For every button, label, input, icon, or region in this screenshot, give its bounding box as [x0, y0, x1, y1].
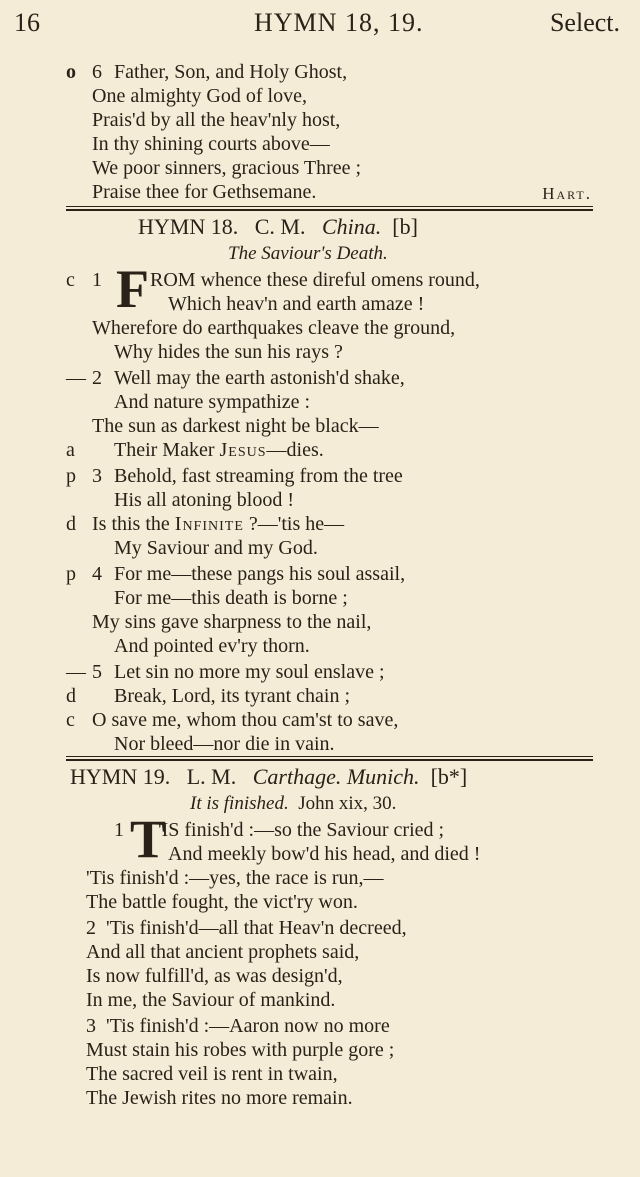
hymn-18-heading — [138, 214, 418, 240]
verse-line: The sacred veil is rent in twain, — [86, 1063, 338, 1085]
verse-line: 'Tis finish'd—all that Heav'n decreed, — [106, 917, 407, 939]
dynamic-mark: d — [66, 685, 76, 707]
running-head — [14, 8, 620, 42]
stanza-number: 2 — [86, 917, 96, 939]
stanza-number: 4 — [92, 563, 102, 585]
verse-line: Is now fulfill'd, as was design'd, — [86, 965, 343, 987]
hymn-number: HYMN 19. — [70, 764, 171, 789]
dynamic-mark: p — [66, 465, 76, 487]
stanza-number: 3 — [86, 1015, 96, 1037]
section-divider — [66, 756, 593, 761]
hymn-19-heading — [70, 764, 467, 790]
verse-line: One almighty God of love, — [92, 85, 307, 107]
verse-line: For me—these pangs his soul assail, — [114, 563, 406, 585]
stanza-number: 6 — [92, 61, 102, 83]
verse-line: We poor sinners, gracious Three ; — [92, 157, 362, 179]
verse-line: His all atoning blood ! — [114, 489, 294, 511]
running-title: HYMN 18, 19. — [254, 8, 424, 37]
verse-line: The sun as darkest night be black— — [92, 415, 379, 437]
verse-line: Father, Son, and Holy Ghost, — [114, 61, 348, 83]
verse-line: Nor bleed—nor die in vain. — [114, 733, 335, 755]
verse-line: And meekly bow'd his head, and died ! — [168, 843, 481, 865]
dynamic-mark: p — [66, 563, 76, 585]
stanza-number: 2 — [92, 367, 102, 389]
verse-line: Well may the earth astonish'd shake, — [114, 367, 405, 389]
verse-line: Why hides the sun his rays ? — [114, 341, 343, 363]
hymn-18-subtitle: The Saviour's Death. — [228, 243, 388, 264]
hymn-bracket: [b*] — [430, 764, 468, 789]
verse-line: And nature sympathize : — [114, 391, 311, 413]
dynamic-mark: a — [66, 439, 75, 461]
verse-line: 'IS finish'd :—so the Saviour cried ; — [158, 819, 445, 841]
verse-line: 'Tis finish'd :—Aaron now no more — [106, 1015, 390, 1037]
hymn-tune: Carthage. Munich. — [252, 764, 420, 789]
hymn-bracket: [b] — [392, 214, 418, 239]
verse-line: Prais'd by all the heav'nly host, — [92, 109, 341, 131]
dynamic-mark: — — [66, 367, 86, 389]
verse-line: Must stain his robes with purple gore ; — [86, 1039, 395, 1061]
dynamic-mark: o — [66, 61, 76, 83]
verse-line: Wherefore do earthquakes cleave the ground, — [92, 317, 456, 339]
hymn-19-subtitle: It is finished. John xix, 30. — [190, 793, 397, 814]
scripture-reference: John xix, 30. — [298, 793, 397, 814]
hymn-tune: China. — [321, 214, 382, 239]
dynamic-mark: — — [66, 661, 86, 683]
verse-line: My sins gave sharpness to the nail, — [92, 611, 372, 633]
verse-line: And all that ancient prophets said, — [86, 941, 360, 963]
verse-line: Their Maker Jesus—dies. — [114, 439, 324, 461]
page-number: 16 — [14, 8, 40, 37]
verse-line: My Saviour and my God. — [114, 537, 318, 559]
stanza-number: 3 — [92, 465, 102, 487]
verse-line: And pointed ev'ry thorn. — [114, 635, 310, 657]
verse-line: Which heav'n and earth amaze ! — [168, 293, 425, 315]
verse-line: The battle fought, the vict'ry won. — [86, 891, 358, 913]
hymn-number: HYMN 18. — [138, 214, 239, 239]
dynamic-mark: c — [66, 269, 75, 291]
verse-line: ROM whence these direful omens round, — [150, 269, 480, 291]
verse-line: Praise thee for Gethsemane. — [92, 181, 317, 203]
stanza-number: 5 — [92, 661, 102, 683]
hymn-meter: L. M. — [186, 764, 237, 789]
section-divider — [66, 206, 593, 211]
dynamic-mark: d — [66, 513, 76, 535]
verse-line: Behold, fast streaming from the tree — [114, 465, 403, 487]
verse-line: Break, Lord, its tyrant chain ; — [114, 685, 351, 707]
running-section: Select. — [549, 8, 620, 37]
verse-line: For me—this death is borne ; — [114, 587, 348, 609]
verse-line: In thy shining courts above— — [92, 133, 330, 155]
verse-line: 'Tis finish'd :—yes, the race is run,— — [86, 867, 384, 889]
verse-line: The Jewish rites no more remain. — [86, 1087, 353, 1109]
drop-cap: F — [116, 259, 149, 319]
stanza-number: 1 — [92, 269, 102, 291]
hymn-meter: C. M. — [254, 214, 306, 239]
verse-line: Is this the Infinite ?—'tis he— — [92, 513, 345, 535]
drop-cap: T — [130, 809, 167, 869]
dynamic-mark: c — [66, 709, 75, 731]
verse-line: Let sin no more my soul enslave ; — [114, 661, 385, 683]
verse-line: O save me, whom thou cam'st to save, — [92, 709, 399, 731]
stanza-number: 1 — [114, 819, 124, 841]
verse-line: In me, the Saviour of mankind. — [86, 989, 336, 1011]
author-attribution: Hart. — [542, 184, 592, 203]
